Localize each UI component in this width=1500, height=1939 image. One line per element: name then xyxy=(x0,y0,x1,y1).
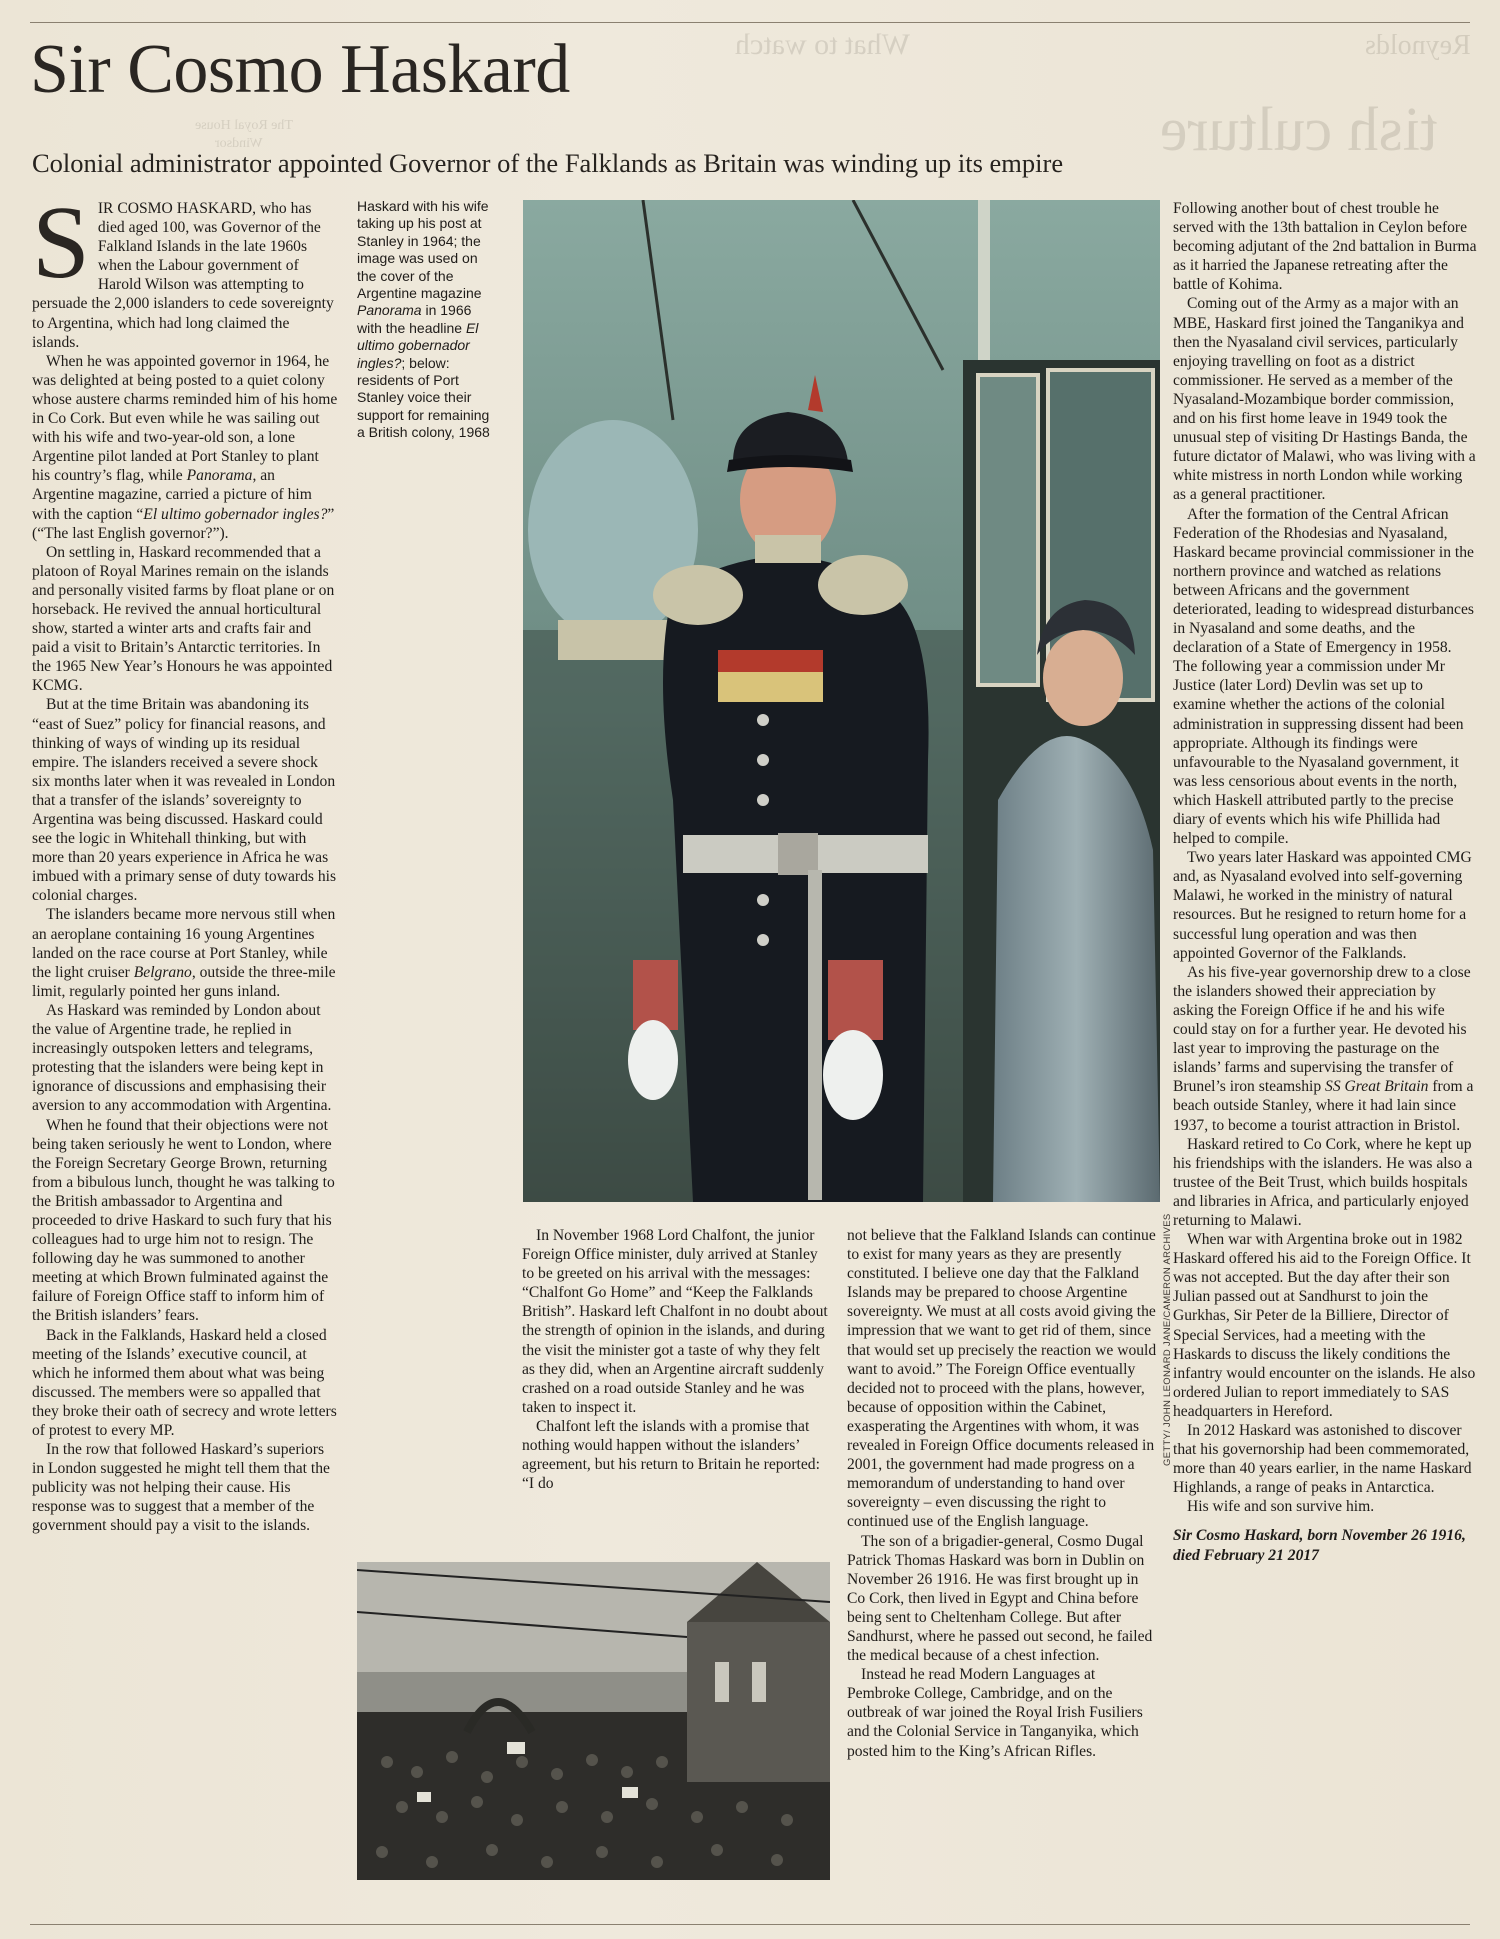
bleed-text-reynolds: Reynolds xyxy=(1365,30,1471,61)
bottom-rule xyxy=(30,1924,1470,1925)
paragraph: Haskard retired to Co Cork, where he kept up his friendships with the islanders. He was also a trustee of the Beit Trust, which builds hospitals and libraries in Africa, and particularly enjoyed returning to Malawi. xyxy=(1173,1135,1473,1229)
paragraph: Two years later Haskard was appointed CMG and, as Nyasaland evolved into self-governing Malawi, he worked in the ministry of natural resources. But he resigned to return home for a successful lung operation and was then appointed Governor of the Falklands. xyxy=(1173,849,1472,962)
standfirst: Colonial administrator appointed Governor of the Falklands as Britain was winding up its empire xyxy=(32,148,1064,178)
obituary-signoff: Sir Cosmo Haskard, born November 26 1916, died February 21 2017 xyxy=(1173,1527,1466,1564)
photo-credit: GETTY/ JOHN LEONARD JANE/CAMERON ARCHIVES xyxy=(1162,1213,1173,1466)
paragraph: When he found that their objections were not being taken seriously he went to London, where the Foreign Secretary George Brown, returning from a bibulous lunch, thought he was talking to the British ambassador to Argentina and proceeded to drive Haskard to such fury that his colleagues had to urge him not to resign. The following day he was summoned to another meeting at which Brown fulminated against the failure of Foreign Office staff to inform him of the British islanders’ fears. xyxy=(32,1116,335,1325)
column-2 xyxy=(522,1226,828,1493)
paragraph: After the formation of the Central African Federation of the Rhodesias and Nyasaland, Haskard became provincial commissioner in the northern province and watched as relations between Africans and the government deteriorated, leading to widespread disturbances in Nyasaland and some deaths, and the declaration of a State of Emergency in 1958. The following year a commission under Mr Justice (later Lord) Devlin was set up to examine whether the actions of the colonial administration in suppressing dissent had been appropriate. Although its findings were unfavourable to the Nyasaland government, it was less censorious about events in the north, which Haskell attributed partly to the precise diary of events which his wife Phillida had helped to compile. xyxy=(1173,505,1474,848)
paragraph: As his five-year governorship drew to a close the islanders showed their appreciation by asking the Foreign Office if he and his wife could stay on for a further year. He devoted his last year to improving the pasturage on the islands’ farms and supervising the transfer of Brunel’s iron steamship SS Great Britain from a beach outside Stanley, where it had lain since 1937, to become a tourist attraction in Bristol. xyxy=(1173,963,1474,1134)
paragraph: Following another bout of chest trouble he served with the 13th battalion in Ceylon before becoming adjutant of the 2nd battalion in Burma as it harried the Japanese retreating after the battle of Kohima. xyxy=(1173,200,1477,294)
drop-cap: S xyxy=(32,185,90,300)
paragraph: When war with Argentina broke out in 1982 Haskard offered his aid to the Foreign Office. It was not accepted. But the day after their son Julian passed out at Sandhurst to join the Gurkhas, Sir Peter de la Billiere, Director of Special Services, had a meeting with the Haskards to discuss the likely conditions the infantry would encounter on the islands. He also ordered Julian to report immediately to SAS headquarters in Hereford. xyxy=(1173,1231,1476,1420)
paragraph: The islanders became more nervous still when an aeroplane containing 16 young Argentines landed on the race course at Port Stanley, while the light cruiser Belgrano, outside the three-mile limit, regularly pointed her guns inland. xyxy=(32,906,336,1000)
paragraph: Coming out of the Army as a major with an MBE, Haskard first joined the Tanganikya and then the Nyasaland civil services, particularly enjoying travelling on foot as a district commissioner. He served as a member of the Nyasaland-Mozambique border commission, and on his first home leave in 1949 took the unusual step of visiting Dr Hastings Banda, the future dictator of Malawi, who was living with a white mistress in north London while working as a general practitioner. xyxy=(1173,295,1476,504)
paragraph: As Haskard was reminded by London about the value of Argentine trade, he replied in increasingly outspoken letters and telegrams, protesting that the islanders were being kept in ignorance of discussions and emphasising their aversion to any accommodation with Argentina. xyxy=(32,1001,332,1115)
paragraph: Instead he read Modern Languages at Pembroke College, Cambridge, and on the outbreak of war joined the Royal Irish Fusiliers and the Colonial Service in Tanganyika, which posted him to the King’s African Rifles. xyxy=(847,1666,1143,1760)
portrait-illustration xyxy=(523,200,1160,1202)
crowd-illustration xyxy=(357,1562,830,1880)
port-stanley-crowd-photo xyxy=(357,1562,830,1880)
headline: Sir Cosmo Haskard xyxy=(30,31,570,108)
paragraph: When he was appointed governor in 1964, he was delighted at being posted to a quiet colony whose austere charms reminded him of his home in Co Cork. But even while he was sailing out with his wife and two-year-old son, a lone Argentine pilot landed at Port Stanley to plant his country’s flag, while Panorama, an Argentine magazine, carried a picture of him with the caption “El ultimo gobernador ingles?” (“The last English governor?”). xyxy=(32,352,338,542)
governor-portrait-photo xyxy=(523,200,1160,1202)
top-rule xyxy=(30,22,1470,23)
column-1 xyxy=(32,185,338,1536)
column-4 xyxy=(1173,199,1477,1565)
bleed-text-what-to-watch: What to watch xyxy=(735,28,910,61)
paragraph: In 2012 Haskard was astonished to discover that his governorship had been commemorated, more than 40 years earlier, in the name Haskard Highlands, a range of peaks in Antarctica. xyxy=(1173,1422,1472,1497)
paragraph: His wife and son survive him. xyxy=(1187,1498,1375,1516)
bleed-text-culture: tish culture xyxy=(1160,96,1438,164)
column-3 xyxy=(847,1226,1157,1761)
paragraph: The son of a brigadier-general, Cosmo Dugal Patrick Thomas Haskard was born in Dublin on November 26 1916. He was first brought up in Co Cork, then lived in Egypt and China before being sent to Cheltenham College. But after Sandhurst, where he passed out second, he failed the medical because of a chest infection. xyxy=(847,1532,1153,1665)
paragraph: On settling in, Haskard recommended that a platoon of Royal Marines remain on the islands and personally visited farms by float plane or on horseback. He revived the annual horticultural show, started a winter arts and crafts fair and paid a visit to Britain’s Antarctic territories. In the 1965 New Year’s Honours he was appointed KCMG. xyxy=(32,543,335,695)
paragraph: Back in the Falklands, Haskard held a closed meeting of the Islands’ executive council, at which he informed them about what was being discussed. The members were so appalled that they broke their oath of secrecy and wrote letters of protest to every MP. xyxy=(32,1326,337,1439)
paragraph: Chalfont left the islands with a promise that nothing would happen without the islanders’ agreement, but his return to Britain he reported: “I do xyxy=(522,1417,820,1493)
paragraph: In November 1968 Lord Chalfont, the junior Foreign Office minister, duly arrived at Stanley to be greeted on his arrival with the messages: “Chalfont Go Home” and “Keep the Falklands British”. Haskard left Chalfont in no doubt about the strength of opinion in the islands, and during the visit the minister got a taste of why they felt as they did, when an Argentine aircraft suddenly crashed on a road outside Stanley and he was taken to inspect it. xyxy=(522,1227,828,1416)
bleed-text-windsor: Windsor xyxy=(215,136,263,151)
photo-caption: Haskard with his wife taking up his post at Stanley in 1964; the image was used on the cover of the Argentine magazine Panorama in 1966 with the headline El ultimo gobernador ingles?; below: residents of Port Stanley voice their support for remaining a British colony, 1968 xyxy=(357,198,490,441)
paragraph: In the row that followed Haskard’s superiors in London suggested he might tell them that the publicity was not helping their cause. His response was to suggest that a member of the government should pay a visit to the islands. xyxy=(32,1441,330,1535)
bleed-text-royal-house: The Royal House xyxy=(195,118,293,133)
paragraph: not believe that the Falkland Islands can continue to exist for many years as they are presently constituted. I believe one day that the Falkland Islands may be prepared to choose Argentine sovereignty. We must at all costs avoid giving the impression that we want to get rid of them, since that would set up precisely the reaction we would want to avoid.” The Foreign Office eventually decided not to proceed with the plans, however, because of opposition within the Cabinet, exasperating the Argentines with whom, it was revealed in Foreign Office documents released in 2001, the government had made progress on a memorandum of understanding to hand over sovereignty – even discussing the right to continued use of the English language. xyxy=(847,1227,1157,1531)
paragraph: But at the time Britain was abandoning its “east of Suez” policy for financial reasons, and thinking of ways of winding up its residual empire. The islanders received a severe shock six months later when it was revealed in London that a transfer of the islands’ sovereignty to Argentina was being discussed. Haskard could see the logic in Whitehall thinking, but with more than 20 years experience in Africa he was imbued with a primary sense of duty towards his colonial charges. xyxy=(32,696,337,905)
paragraph: SIR COSMO HASKARD, who has died aged 100, was Governor of the Falkland Islands in the late 1960s when the Labour government of Harold Wilson was attempting to persuade the 2,000 islanders to cede sovereignty to Argentina, which had long claimed the islands. xyxy=(32,185,334,351)
